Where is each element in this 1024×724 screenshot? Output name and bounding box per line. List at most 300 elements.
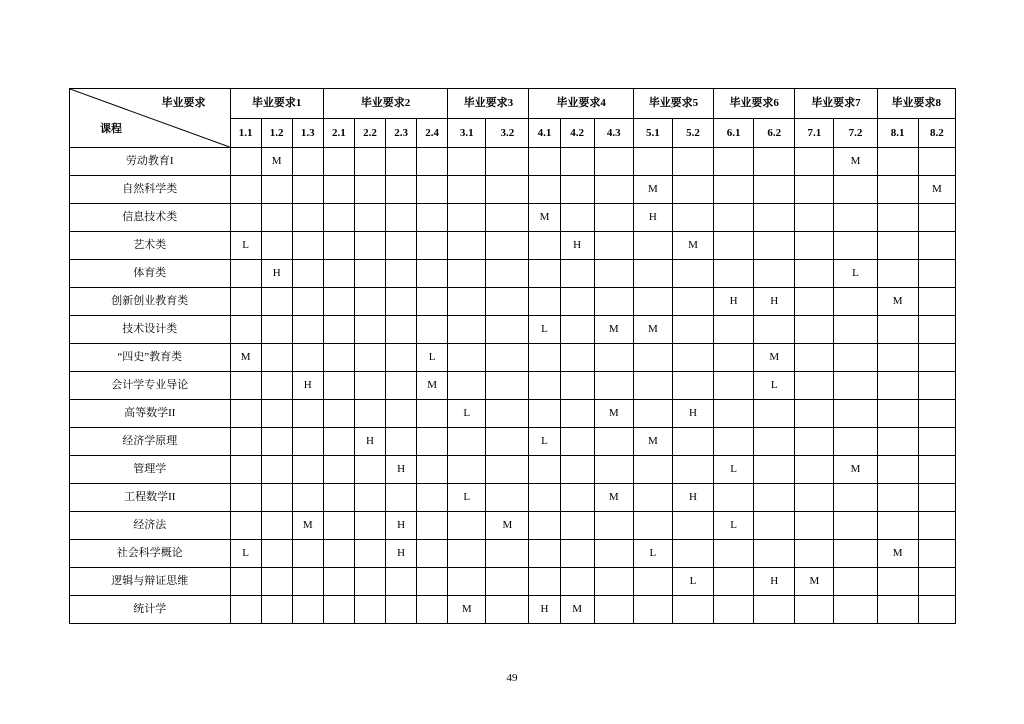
group-header-2: 毕业要求2 — [323, 89, 447, 119]
group-header-row — [70, 89, 956, 119]
course-name-cell: 工程数学II — [70, 484, 231, 512]
support-level-cell — [230, 148, 261, 176]
support-level-cell — [834, 512, 877, 540]
support-level-cell — [877, 456, 918, 484]
support-level-cell — [754, 316, 795, 344]
support-level-cell — [529, 148, 560, 176]
support-level-cell — [754, 456, 795, 484]
support-level-cell — [918, 568, 955, 596]
support-level-cell — [877, 316, 918, 344]
sub-header-2-4: 2.4 — [417, 119, 448, 148]
sub-header-3-2: 3.2 — [486, 119, 529, 148]
support-level-cell — [877, 484, 918, 512]
support-level-cell: M — [834, 148, 877, 176]
support-level-cell — [633, 260, 672, 288]
support-level-cell — [795, 260, 834, 288]
support-level-cell — [795, 400, 834, 428]
support-level-cell — [261, 288, 292, 316]
support-level-cell — [386, 232, 417, 260]
course-name-cell: 艺术类 — [70, 232, 231, 260]
support-level-cell — [918, 232, 955, 260]
support-level-cell — [594, 372, 633, 400]
support-level-cell: H — [292, 372, 323, 400]
support-level-cell — [448, 176, 486, 204]
corner-header-cell — [70, 89, 231, 148]
support-level-cell: L — [448, 400, 486, 428]
support-level-cell: H — [560, 232, 594, 260]
support-level-cell — [323, 596, 354, 624]
support-level-cell — [448, 344, 486, 372]
support-level-cell — [754, 540, 795, 568]
support-level-cell — [754, 428, 795, 456]
support-level-cell — [877, 568, 918, 596]
support-level-cell — [323, 484, 354, 512]
support-level-cell — [795, 596, 834, 624]
support-level-cell — [230, 176, 261, 204]
sub-header-8-1: 8.1 — [877, 119, 918, 148]
support-level-cell — [877, 204, 918, 232]
support-level-cell: L — [633, 540, 672, 568]
support-level-cell — [354, 540, 385, 568]
support-level-cell — [292, 540, 323, 568]
support-level-cell — [386, 204, 417, 232]
support-level-cell — [354, 596, 385, 624]
support-level-cell — [754, 400, 795, 428]
support-level-cell — [560, 512, 594, 540]
support-level-cell — [795, 148, 834, 176]
requirements-matrix-table — [69, 88, 956, 624]
support-level-cell — [754, 148, 795, 176]
support-level-cell — [560, 372, 594, 400]
support-level-cell — [834, 344, 877, 372]
support-level-cell — [448, 148, 486, 176]
support-level-cell — [560, 344, 594, 372]
support-level-cell — [834, 400, 877, 428]
support-level-cell — [754, 484, 795, 512]
course-name-cell: 自然科学类 — [70, 176, 231, 204]
support-level-cell — [834, 176, 877, 204]
table-row — [70, 148, 956, 176]
support-level-cell — [354, 484, 385, 512]
support-level-cell — [594, 512, 633, 540]
support-level-cell — [486, 540, 529, 568]
support-level-cell — [560, 176, 594, 204]
support-level-cell — [486, 400, 529, 428]
support-level-cell: H — [714, 288, 754, 316]
support-level-cell — [486, 204, 529, 232]
support-level-cell — [714, 484, 754, 512]
support-level-cell: M — [877, 540, 918, 568]
support-level-cell — [672, 372, 713, 400]
support-level-cell — [594, 232, 633, 260]
support-level-cell — [486, 596, 529, 624]
support-level-cell: H — [386, 540, 417, 568]
support-level-cell — [354, 456, 385, 484]
support-level-cell — [230, 400, 261, 428]
table-row — [70, 288, 956, 316]
support-level-cell — [633, 456, 672, 484]
sub-header-6-2: 6.2 — [754, 119, 795, 148]
support-level-cell — [486, 148, 529, 176]
support-level-cell — [594, 176, 633, 204]
support-level-cell — [529, 232, 560, 260]
support-level-cell — [714, 204, 754, 232]
support-level-cell — [834, 596, 877, 624]
sub-header-5-1: 5.1 — [633, 119, 672, 148]
support-level-cell — [754, 176, 795, 204]
support-level-cell — [560, 204, 594, 232]
support-level-cell — [560, 260, 594, 288]
course-name-cell: 技术设计类 — [70, 316, 231, 344]
sub-header-4-1: 4.1 — [529, 119, 560, 148]
course-name-cell: 会计学专业导论 — [70, 372, 231, 400]
support-level-cell — [230, 204, 261, 232]
course-name-cell: 统计学 — [70, 596, 231, 624]
support-level-cell: H — [354, 428, 385, 456]
support-level-cell — [560, 428, 594, 456]
sub-header-4-2: 4.2 — [560, 119, 594, 148]
course-name-cell: “四史”教育类 — [70, 344, 231, 372]
support-level-cell — [448, 232, 486, 260]
support-level-cell — [323, 260, 354, 288]
corner-bottom-label: 课程 — [100, 123, 122, 135]
course-name-cell: 经济学原理 — [70, 428, 231, 456]
support-level-cell — [354, 372, 385, 400]
support-level-cell — [594, 344, 633, 372]
sub-header-2-2: 2.2 — [354, 119, 385, 148]
support-level-cell — [714, 372, 754, 400]
table-row — [70, 540, 956, 568]
table-row — [70, 456, 956, 484]
support-level-cell — [795, 288, 834, 316]
support-level-cell — [417, 596, 448, 624]
support-level-cell: L — [230, 540, 261, 568]
support-level-cell — [323, 400, 354, 428]
support-level-cell — [417, 456, 448, 484]
support-level-cell — [386, 344, 417, 372]
support-level-cell: M — [633, 316, 672, 344]
corner-diagonal-line — [70, 89, 230, 147]
table-row — [70, 316, 956, 344]
support-level-cell — [417, 484, 448, 512]
support-level-cell — [529, 288, 560, 316]
support-level-cell — [529, 260, 560, 288]
support-level-cell — [633, 568, 672, 596]
support-level-cell — [230, 428, 261, 456]
support-level-cell — [633, 148, 672, 176]
support-level-cell — [795, 372, 834, 400]
support-level-cell — [292, 400, 323, 428]
support-level-cell: H — [529, 596, 560, 624]
support-level-cell — [795, 232, 834, 260]
course-name-cell: 信息技术类 — [70, 204, 231, 232]
group-header-1: 毕业要求1 — [230, 89, 323, 119]
support-level-cell — [261, 316, 292, 344]
support-level-cell — [714, 596, 754, 624]
support-level-cell — [795, 204, 834, 232]
support-level-cell — [230, 484, 261, 512]
support-level-cell — [417, 568, 448, 596]
support-level-cell — [672, 260, 713, 288]
support-level-cell — [448, 512, 486, 540]
support-level-cell: M — [529, 204, 560, 232]
support-level-cell — [714, 400, 754, 428]
support-level-cell — [754, 204, 795, 232]
support-level-cell — [754, 596, 795, 624]
support-level-cell — [230, 316, 261, 344]
support-level-cell — [795, 428, 834, 456]
support-level-cell — [918, 288, 955, 316]
support-level-cell: M — [417, 372, 448, 400]
support-level-cell — [386, 568, 417, 596]
support-level-cell — [448, 428, 486, 456]
support-level-cell — [918, 400, 955, 428]
support-level-cell — [230, 568, 261, 596]
support-level-cell: M — [230, 344, 261, 372]
support-level-cell — [448, 316, 486, 344]
support-level-cell — [292, 484, 323, 512]
support-level-cell — [230, 288, 261, 316]
support-level-cell — [261, 428, 292, 456]
support-level-cell — [486, 428, 529, 456]
course-name-cell: 高等数学II — [70, 400, 231, 428]
support-level-cell — [486, 484, 529, 512]
support-level-cell — [560, 456, 594, 484]
page-number: 49 — [506, 672, 518, 684]
support-level-cell — [594, 596, 633, 624]
support-level-cell — [834, 540, 877, 568]
table-row — [70, 428, 956, 456]
table-row — [70, 204, 956, 232]
support-level-cell: H — [386, 456, 417, 484]
support-level-cell — [261, 232, 292, 260]
support-level-cell — [672, 540, 713, 568]
support-level-cell: M — [633, 176, 672, 204]
support-level-cell — [795, 344, 834, 372]
support-level-cell — [834, 372, 877, 400]
support-level-cell: M — [918, 176, 955, 204]
support-level-cell — [323, 372, 354, 400]
support-level-cell: M — [834, 456, 877, 484]
support-level-cell — [633, 484, 672, 512]
table-row — [70, 344, 956, 372]
support-level-cell — [261, 400, 292, 428]
support-level-cell: H — [672, 484, 713, 512]
support-level-cell — [594, 456, 633, 484]
group-header-3: 毕业要求3 — [448, 89, 529, 119]
support-level-cell — [560, 316, 594, 344]
support-level-cell — [714, 428, 754, 456]
support-level-cell — [417, 512, 448, 540]
support-level-cell — [417, 232, 448, 260]
support-level-cell — [672, 316, 713, 344]
sub-header-4-3: 4.3 — [594, 119, 633, 148]
group-header-4: 毕业要求4 — [529, 89, 633, 119]
support-level-cell — [486, 232, 529, 260]
table-row — [70, 372, 956, 400]
support-level-cell — [795, 484, 834, 512]
support-level-cell: M — [672, 232, 713, 260]
group-header-7: 毕业要求7 — [795, 89, 877, 119]
support-level-cell — [486, 344, 529, 372]
support-level-cell — [529, 400, 560, 428]
support-level-cell — [261, 176, 292, 204]
support-level-cell — [834, 428, 877, 456]
support-level-cell — [918, 344, 955, 372]
support-level-cell — [918, 484, 955, 512]
group-header-5: 毕业要求5 — [633, 89, 713, 119]
support-level-cell: H — [754, 568, 795, 596]
support-level-cell — [529, 344, 560, 372]
support-level-cell — [633, 512, 672, 540]
support-level-cell — [261, 372, 292, 400]
support-level-cell — [230, 512, 261, 540]
support-level-cell — [292, 316, 323, 344]
support-level-cell — [386, 316, 417, 344]
support-level-cell — [754, 512, 795, 540]
support-level-cell — [323, 512, 354, 540]
support-level-cell — [918, 456, 955, 484]
sub-header-2-3: 2.3 — [386, 119, 417, 148]
sub-header-1-3: 1.3 — [292, 119, 323, 148]
support-level-cell — [633, 596, 672, 624]
support-level-cell — [417, 260, 448, 288]
support-level-cell: L — [672, 568, 713, 596]
support-level-cell — [354, 176, 385, 204]
support-level-cell — [529, 540, 560, 568]
support-level-cell: M — [594, 400, 633, 428]
support-level-cell: L — [714, 512, 754, 540]
table-row — [70, 400, 956, 428]
support-level-cell — [261, 568, 292, 596]
support-level-cell — [486, 372, 529, 400]
support-level-cell — [261, 204, 292, 232]
course-name-cell: 社会科学概论 — [70, 540, 231, 568]
support-level-cell — [633, 400, 672, 428]
support-level-cell — [354, 232, 385, 260]
support-level-cell — [230, 456, 261, 484]
support-level-cell — [292, 288, 323, 316]
support-level-cell — [448, 456, 486, 484]
support-level-cell — [261, 596, 292, 624]
support-level-cell — [417, 148, 448, 176]
support-level-cell — [918, 316, 955, 344]
support-level-cell — [560, 484, 594, 512]
support-level-cell — [795, 316, 834, 344]
course-name-cell: 管理学 — [70, 456, 231, 484]
table-row — [70, 176, 956, 204]
support-level-cell — [672, 148, 713, 176]
support-level-cell: M — [594, 484, 633, 512]
support-level-cell — [560, 400, 594, 428]
support-level-cell — [448, 288, 486, 316]
support-level-cell: M — [448, 596, 486, 624]
support-level-cell — [529, 512, 560, 540]
support-level-cell — [795, 456, 834, 484]
support-level-cell — [386, 400, 417, 428]
support-level-cell: M — [795, 568, 834, 596]
support-level-cell — [417, 204, 448, 232]
support-level-cell — [448, 204, 486, 232]
support-level-cell — [754, 260, 795, 288]
support-level-cell — [560, 288, 594, 316]
support-level-cell — [323, 232, 354, 260]
support-level-cell — [486, 288, 529, 316]
support-level-cell — [877, 400, 918, 428]
group-header-8: 毕业要求8 — [877, 89, 955, 119]
support-level-cell — [323, 456, 354, 484]
support-level-cell — [386, 484, 417, 512]
table-row — [70, 568, 956, 596]
support-level-cell — [354, 568, 385, 596]
support-level-cell — [486, 568, 529, 596]
support-level-cell — [292, 568, 323, 596]
support-level-cell — [754, 232, 795, 260]
support-level-cell — [486, 176, 529, 204]
support-level-cell — [633, 372, 672, 400]
table-header — [70, 89, 956, 148]
support-level-cell — [448, 260, 486, 288]
support-level-cell: L — [714, 456, 754, 484]
support-level-cell — [594, 204, 633, 232]
support-level-cell — [714, 176, 754, 204]
support-level-cell — [417, 176, 448, 204]
support-level-cell: L — [834, 260, 877, 288]
support-level-cell: L — [417, 344, 448, 372]
support-level-cell — [354, 260, 385, 288]
support-level-cell — [354, 400, 385, 428]
sub-header-3-1: 3.1 — [448, 119, 486, 148]
support-level-cell — [323, 540, 354, 568]
support-level-cell — [529, 484, 560, 512]
support-level-cell — [918, 204, 955, 232]
support-level-cell: M — [633, 428, 672, 456]
support-level-cell: M — [292, 512, 323, 540]
support-level-cell — [714, 316, 754, 344]
support-level-cell — [714, 568, 754, 596]
support-level-cell — [795, 540, 834, 568]
support-level-cell — [834, 232, 877, 260]
support-level-cell — [877, 148, 918, 176]
support-level-cell — [633, 232, 672, 260]
support-level-cell — [354, 316, 385, 344]
table-row — [70, 232, 956, 260]
table-row — [70, 260, 956, 288]
support-level-cell: H — [754, 288, 795, 316]
support-level-cell — [354, 204, 385, 232]
support-level-cell — [386, 288, 417, 316]
support-level-cell — [386, 260, 417, 288]
support-level-cell — [795, 176, 834, 204]
support-level-cell — [714, 540, 754, 568]
support-level-cell — [417, 288, 448, 316]
support-level-cell — [918, 148, 955, 176]
support-level-cell — [448, 568, 486, 596]
support-level-cell: L — [529, 428, 560, 456]
support-level-cell — [834, 568, 877, 596]
support-level-cell — [448, 372, 486, 400]
sub-header-7-1: 7.1 — [795, 119, 834, 148]
support-level-cell — [714, 260, 754, 288]
support-level-cell — [529, 568, 560, 596]
support-level-cell — [529, 456, 560, 484]
support-level-cell — [261, 484, 292, 512]
support-level-cell — [417, 540, 448, 568]
support-level-cell — [386, 372, 417, 400]
sub-header-1-2: 1.2 — [261, 119, 292, 148]
support-level-cell — [417, 316, 448, 344]
support-level-cell — [323, 204, 354, 232]
